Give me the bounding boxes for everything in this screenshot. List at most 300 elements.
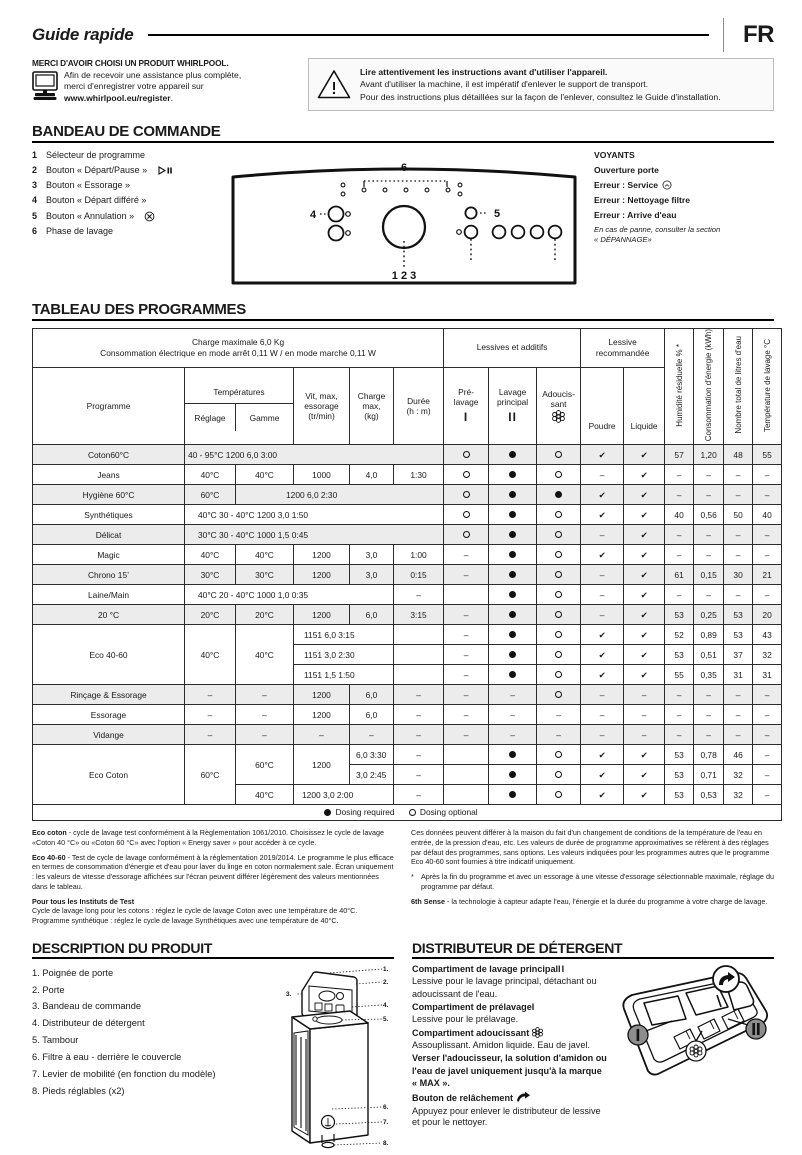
cell-poudre: – [581, 605, 624, 625]
cell-kwh: – [694, 685, 724, 705]
cell-liquide: ✔ [624, 465, 665, 485]
table-row [33, 605, 782, 625]
cell-liquide: ✔ [624, 605, 665, 625]
row-name-20c: 20 °C [33, 605, 185, 625]
cell-tlav: – [753, 465, 782, 485]
cell-kwh: – [694, 465, 724, 485]
cell-humidite: – [665, 485, 694, 505]
cell-adoucissant [537, 445, 581, 465]
cell-tlav: – [753, 685, 782, 705]
row-name-laine: Laine/Main [33, 585, 185, 605]
dot-open-icon [463, 471, 470, 478]
col-litres [724, 329, 753, 445]
svg-text:1.: 1. [383, 965, 389, 973]
cell-lavage [489, 585, 537, 605]
row-overflow-synthetiques [185, 505, 444, 525]
cell-humidite: 53 [665, 605, 694, 625]
main-symbol-icon: II [558, 963, 566, 974]
cell-eau: 46 [724, 745, 753, 765]
control-panel-diagram [218, 149, 590, 289]
cell-adoucissant [537, 785, 581, 805]
dot-filled-icon [509, 611, 516, 618]
voyant-label-2: Erreur : Nettoyage filtre [594, 195, 690, 206]
play-pause-icon [157, 166, 173, 175]
cell-liquide: ✔ [624, 765, 665, 785]
overflow-text: 1200 3,0 2:00 [302, 789, 354, 800]
recommandee-line-2: recommandée [595, 347, 650, 358]
row-overflow-delicat [185, 525, 444, 545]
table-row [33, 465, 782, 485]
dot-open-icon [409, 809, 416, 816]
row-name-synthetiques: Synthétiques [33, 505, 185, 525]
cell-liquide: ✔ [624, 525, 665, 545]
cell-lavage [489, 485, 537, 505]
cell-adoucissant [537, 485, 581, 505]
note-star-marker: * [411, 872, 414, 882]
col-lavage-l1: Lavage [498, 387, 527, 398]
cell-kwh: 0,89 [694, 625, 724, 645]
language-code: FR [743, 21, 774, 48]
row-name-vidange: Vidange [33, 725, 185, 745]
dispenser-col [412, 940, 774, 1155]
cell-reglage: 30°C [185, 565, 236, 585]
product-heading: DESCRIPTION DU PRODUIT [32, 940, 394, 959]
svg-text:6: 6 [400, 162, 408, 175]
cell-tlav: 32 [753, 645, 782, 665]
note-6th-sense [411, 897, 774, 907]
cell-lavage [489, 765, 537, 785]
dot-filled-icon [555, 491, 562, 498]
col-lavage-principal [489, 367, 537, 444]
cp-num-3: 3 [32, 179, 38, 190]
cell-duree [394, 645, 444, 665]
cell-lavage [489, 505, 537, 525]
list-item: 1. Poignée de porte [32, 967, 114, 978]
cell-gamme: – [236, 705, 294, 725]
cell-liquide: ✔ [624, 785, 665, 805]
dot-filled-icon [509, 571, 516, 578]
cell-prelavage [444, 485, 489, 505]
row-label: Hygiène [82, 489, 114, 500]
row-name-suffix: 60°C [115, 489, 135, 500]
cell-tlav: – [753, 485, 782, 505]
row-label: Coton [87, 449, 111, 460]
voyant-label-1: Erreur : Service [594, 180, 659, 191]
voyant-label-3: Erreur : Arrive d'eau [594, 210, 677, 221]
cell-eau: 32 [724, 765, 753, 785]
cell-prelavage: – [444, 545, 489, 565]
cell-poudre: ✔ [581, 445, 624, 465]
row-name-hygiene [33, 485, 185, 505]
cp-item-4 [32, 196, 214, 205]
cell-humidite: 57 [665, 445, 694, 465]
cell-kwh: 0,51 [694, 645, 724, 665]
cell-liquide: ✔ [624, 485, 665, 505]
dot-filled-icon [509, 651, 516, 658]
voyants-title: VOYANTS [594, 150, 635, 161]
cell-poudre: ✔ [581, 485, 624, 505]
dot-filled-icon [509, 551, 516, 558]
cell-eau: – [724, 465, 753, 485]
svg-text:5: 5 [493, 208, 501, 221]
cell-lavage [489, 645, 537, 665]
cell-lavage [489, 625, 537, 645]
cell-duree: 1:30 [394, 465, 444, 485]
cell-gamme: 30°C [236, 565, 294, 585]
col-poudre: Poudre [581, 367, 624, 444]
cell-adoucissant [537, 685, 581, 705]
cell-vit-a: 1200 [294, 745, 350, 785]
cell-tlav: – [753, 585, 782, 605]
programmes-heading: TABLEAU DES PROGRAMMES [32, 301, 774, 321]
note-6th-text: - la technologie à capteur adapte l'eau, l'énergie et la durée du programme à votre charge de lavage. [444, 896, 768, 906]
warning-line-2: Avant d'utiliser la machine, il est impératif d'enlever le support de transport. [360, 79, 649, 90]
cancel-cross-circle-icon [144, 211, 155, 222]
cell-kwh: – [694, 485, 724, 505]
note-instituts-l1: Cycle de lavage long pour les cotons : réglez le cycle de lavage Coton avec une température de 40°C. [32, 906, 358, 916]
cell-liquide: ✔ [624, 585, 665, 605]
cell-kwh: – [694, 545, 724, 565]
cell-duree: 3:15 [394, 605, 444, 625]
cell-adoucissant [537, 645, 581, 665]
overflow-text: 40 - 95°C 1200 6,0 3:00 [188, 449, 278, 460]
control-panel-heading: BANDEAU DE COMMANDE [32, 123, 774, 143]
cell-reglage: 40°C [185, 465, 236, 485]
legend-required-label: Dosing required [335, 807, 395, 818]
cell-lavage: – [489, 685, 537, 705]
cell-adoucissant [537, 585, 581, 605]
dot-filled-icon [509, 631, 516, 638]
voyant-nettoyage-filtre [594, 195, 774, 205]
table-row [33, 445, 782, 465]
dot-open-icon [463, 451, 470, 458]
note-star-text: Après la fin du programme et avec un essorage à une vitesse d'essorage sélectionnable maximale, réglage du programme par défaut. [421, 872, 774, 891]
cell-vit: 1200 [294, 565, 350, 585]
row-overflow-ecocoton-3 [294, 785, 394, 805]
cell-poudre: ✔ [581, 765, 624, 785]
cell-eau: 53 [724, 605, 753, 625]
dot-filled-icon [509, 751, 516, 758]
cell-gamme-b: 40°C [236, 785, 294, 805]
register-link[interactable]: www.whirlpool.eu/register [64, 92, 171, 103]
cell-poudre: ✔ [581, 545, 624, 565]
dot-open-icon [555, 671, 562, 678]
table-row [33, 505, 782, 525]
cell-eau: – [724, 525, 753, 545]
row-overflow-ecocoton-1 [350, 745, 394, 765]
cell-poudre: – [581, 705, 624, 725]
intro-left [32, 58, 294, 104]
col-adoucissant-l2: sant [550, 398, 567, 409]
note-6th-title: 6th Sense [411, 896, 445, 906]
cell-tlav: – [753, 745, 782, 765]
page-title: Guide rapide [32, 25, 134, 44]
prelavage-symbol-icon: I [463, 410, 469, 425]
table-row [33, 725, 782, 745]
col-temp-lavage [753, 329, 782, 445]
cell-eau: – [724, 725, 753, 745]
cell-duree: 0:15 [394, 565, 444, 585]
dot-filled-icon [509, 791, 516, 798]
cell-reglage: 20°C [185, 605, 236, 625]
note-instituts [32, 897, 395, 926]
notes-right [411, 828, 774, 930]
overflow-text: 1151 3,0 2:30 [304, 649, 355, 660]
col-prelavage-l1: Pré- [458, 387, 474, 398]
cp-label-5: Bouton « Annulation » [46, 210, 135, 221]
programmes-table [32, 328, 782, 821]
list-item: 5. Tambour [32, 1035, 79, 1046]
warning-line-1: Lire attentivement les instructions avant d'utiliser l'appareil. [360, 67, 608, 77]
dot-filled-icon [509, 671, 516, 678]
cell-duree: 1:00 [394, 545, 444, 565]
dot-filled-icon [509, 591, 516, 598]
cell-kwh: 1,20 [694, 445, 724, 465]
col-duree [394, 367, 444, 444]
row-name-eco4060: Eco 40-60 [33, 625, 185, 685]
legend-dosing-optional [409, 807, 478, 817]
col-litres-label: Nombre total de litres d'eau [733, 336, 743, 434]
row-name-rincage: Rinçage & Essorage [33, 685, 185, 705]
overflow-text: 1200 6,0 2:30 [286, 489, 338, 500]
overflow-text: 30°C 30 - 40°C 1000 1,5 0:45 [198, 529, 309, 540]
cell-eau: – [724, 585, 753, 605]
dot-filled-icon [324, 809, 331, 816]
cell-prelavage [444, 445, 489, 465]
cell-poudre: ✔ [581, 665, 624, 685]
cell-prelavage: – [444, 605, 489, 625]
cell-gamme: 40°C [236, 465, 294, 485]
cell-charge: 6,0 [350, 685, 394, 705]
table-row [33, 485, 782, 505]
cell-humidite: 52 [665, 625, 694, 645]
note-instituts-l2: Programme synthétique : réglez le cycle de lavage Synthétiques avec une température de 40°C. [32, 915, 339, 925]
dot-filled-icon [509, 451, 516, 458]
cell-gamme: 40°C [236, 625, 294, 685]
cell-poudre: ✔ [581, 785, 624, 805]
cp-item-1 [32, 151, 214, 160]
col-prelavage-l2: lavage [453, 397, 479, 408]
dot-open-icon [555, 511, 562, 518]
dot-open-icon [555, 631, 562, 638]
cell-adoucissant [537, 545, 581, 565]
voyant-label-0: Ouverture porte [594, 165, 659, 176]
col-reglage: Réglage [185, 404, 236, 431]
warning-triangle-icon [317, 69, 351, 99]
cell-gamme: 40°C [236, 545, 294, 565]
note-eco-coton [32, 828, 395, 847]
table-row [33, 705, 782, 725]
cell-liquide: ✔ [624, 645, 665, 665]
intro-section [32, 58, 774, 111]
cell-vit: 1200 [294, 605, 350, 625]
row-overflow-eco4060-2 [294, 645, 394, 665]
overflow-text: 40°C 30 - 40°C 1200 3,0 1:50 [198, 509, 309, 520]
cell-eau: – [724, 485, 753, 505]
dot-open-icon [463, 511, 470, 518]
voyant-erreur-service [594, 180, 774, 190]
col-consommation-label: Consommation d'énergie (kWh) [704, 329, 713, 442]
cell-liquide: ✔ [624, 445, 665, 465]
control-panel-legend-list [32, 149, 214, 289]
col-vit-l3: (tr/min) [308, 410, 335, 421]
cell-lavage: – [489, 725, 537, 745]
flower-icon [537, 410, 580, 423]
recommandee-line-1: Lessive [608, 336, 637, 347]
cell-reglage: 40°C [185, 625, 236, 685]
cell-prelavage [444, 465, 489, 485]
col-adoucissant [537, 367, 581, 444]
row-name-coton [33, 445, 185, 465]
cell-lavage [489, 605, 537, 625]
legend-cell [33, 805, 782, 821]
row-name-magic: Magic [33, 545, 185, 565]
monitor-icon [32, 71, 58, 101]
cell-tlav: 31 [753, 665, 782, 685]
cell-prelavage: – [444, 625, 489, 645]
dot-open-icon [555, 651, 562, 658]
cell-adoucissant [537, 625, 581, 645]
note-eco-coton-title: Eco coton [32, 828, 67, 838]
cell-poudre: ✔ [581, 645, 624, 665]
thanks-text: MERCI D'AVOIR CHOISI UN PRODUIT WHIRLPOOL. [32, 58, 229, 68]
cell-tlav: 20 [753, 605, 782, 625]
cell-prelavage [444, 745, 489, 765]
cell-prelavage [444, 585, 489, 605]
voyants-note-line-2: « DÉPANNAGE» [594, 234, 652, 244]
control-panel-section [32, 123, 774, 289]
cell-kwh: 0,71 [694, 765, 724, 785]
col-temperatures-label: Températures [185, 380, 293, 404]
service-icon [662, 180, 672, 190]
svg-text:7.: 7. [383, 1118, 389, 1126]
dispenser-text [412, 964, 610, 1129]
table-row [33, 565, 782, 585]
dot-open-icon [555, 791, 562, 798]
cell-lavage [489, 785, 537, 805]
dot-open-icon [555, 611, 562, 618]
cell-poudre: – [581, 565, 624, 585]
cell-vit: 1200 [294, 545, 350, 565]
cell-kwh: – [694, 725, 724, 745]
row-overflow-ecocoton-2 [350, 765, 394, 785]
legend-dosing-required [324, 807, 394, 817]
dispenser-soft-bold-l2: l'eau de javel uniquement jusqu'à la marque [412, 1065, 602, 1076]
col-prelavage [444, 367, 489, 444]
row-overflow-hygiene [236, 485, 444, 505]
list-item: 6. Filtre à eau - derrière le couvercle [32, 1052, 182, 1063]
product-list [32, 965, 278, 1100]
flower-icon [532, 1027, 543, 1038]
dot-open-icon [555, 771, 562, 778]
col-lavage-l2: principal [496, 397, 529, 408]
cp-num-1: 1 [32, 150, 38, 161]
cell-adoucissant [537, 505, 581, 525]
cell-tlav: – [753, 545, 782, 565]
cell-kwh: 0,25 [694, 605, 724, 625]
cell-duree: – [394, 745, 444, 765]
cell-liquide: – [624, 685, 665, 705]
pre-symbol-icon: I [531, 1001, 536, 1012]
dispenser-soft-title: Compartiment adoucissant [412, 1027, 530, 1038]
cell-eau: 53 [724, 625, 753, 645]
table-row [33, 625, 782, 645]
header-separator [723, 18, 724, 52]
cp-label-4: Bouton « Départ différé » [46, 194, 147, 205]
table-banner-row [33, 329, 782, 368]
cell-humidite: – [665, 525, 694, 545]
dot-open-icon [555, 451, 562, 458]
col-charge-l1: Charge [357, 390, 386, 401]
cp-num-6: 6 [32, 226, 38, 237]
cell-lavage [489, 745, 537, 765]
cell-duree: – [394, 725, 444, 745]
cell-humidite: – [665, 725, 694, 745]
row-name-ecocoton: Eco Coton [33, 745, 185, 805]
dispenser-release-text: Appuyez pour enlever le distributeur de lessive et pour le nettoyer. [412, 1105, 601, 1128]
cell-lavage [489, 565, 537, 585]
cell-prelavage [444, 505, 489, 525]
cell-tlav: – [753, 705, 782, 725]
cell-eau: 50 [724, 505, 753, 525]
cell-lavage [489, 545, 537, 565]
dot-filled-icon [509, 491, 516, 498]
cell-kwh: 0,15 [694, 565, 724, 585]
table-row [33, 745, 782, 765]
dispenser-soft-l1: Assouplissant. Amidon liquide. Eau de javel. [412, 1040, 590, 1051]
cp-num-2: 2 [32, 164, 38, 175]
col-humidite-label: Humidité résiduelle % * [674, 343, 684, 427]
row-name-delicat: Délicat [33, 525, 185, 545]
cell-lavage [489, 525, 537, 545]
overflow-text: 6,0 3:30 [356, 749, 387, 760]
cell-liquide: ✔ [624, 745, 665, 765]
cell-adoucissant [537, 525, 581, 545]
cp-item-3 [32, 181, 214, 190]
cell-duree: – [394, 785, 444, 805]
cell-lavage [489, 445, 537, 465]
dispenser-soft-bold-l1: Verser l'adoucisseur, la solution d'amidon ou [412, 1053, 607, 1064]
cell-prelavage: – [444, 725, 489, 745]
row-name-suffix: 60°C [110, 449, 130, 460]
cell-prelavage: – [444, 705, 489, 725]
header-rule [148, 34, 709, 36]
warning-line-3: Pour des instructions plus détaillées sur la façon de l'enlever, consultez le Guide d'installation. [360, 91, 721, 102]
lavage-symbol-icon: II [508, 410, 517, 425]
cell-kwh: – [694, 585, 724, 605]
cell-humidite: – [665, 585, 694, 605]
cell-charge: 6,0 [350, 605, 394, 625]
cell-reglage: – [185, 725, 236, 745]
warning-box [308, 58, 774, 111]
table-row [33, 585, 782, 605]
col-humidite [665, 329, 694, 445]
cell-vit: 1200 [294, 705, 350, 725]
cell-prelavage: – [444, 685, 489, 705]
cell-kwh: 0,53 [694, 785, 724, 805]
table-legend-row [33, 805, 782, 821]
svg-text:5.: 5. [383, 1015, 389, 1023]
col-vitesse [294, 367, 350, 444]
row-overflow-laine [185, 585, 394, 605]
cell-prelavage: – [444, 565, 489, 585]
dispenser-soft-bold-l3: « MAX ». [412, 1078, 450, 1089]
cell-reglage: 60°C [185, 485, 236, 505]
col-gamme: Gamme [249, 412, 280, 423]
cell-gamme-a: 60°C [236, 745, 294, 785]
overflow-text: 1151 1,5 1:50 [304, 669, 355, 680]
col-temperatures-group [185, 367, 294, 444]
